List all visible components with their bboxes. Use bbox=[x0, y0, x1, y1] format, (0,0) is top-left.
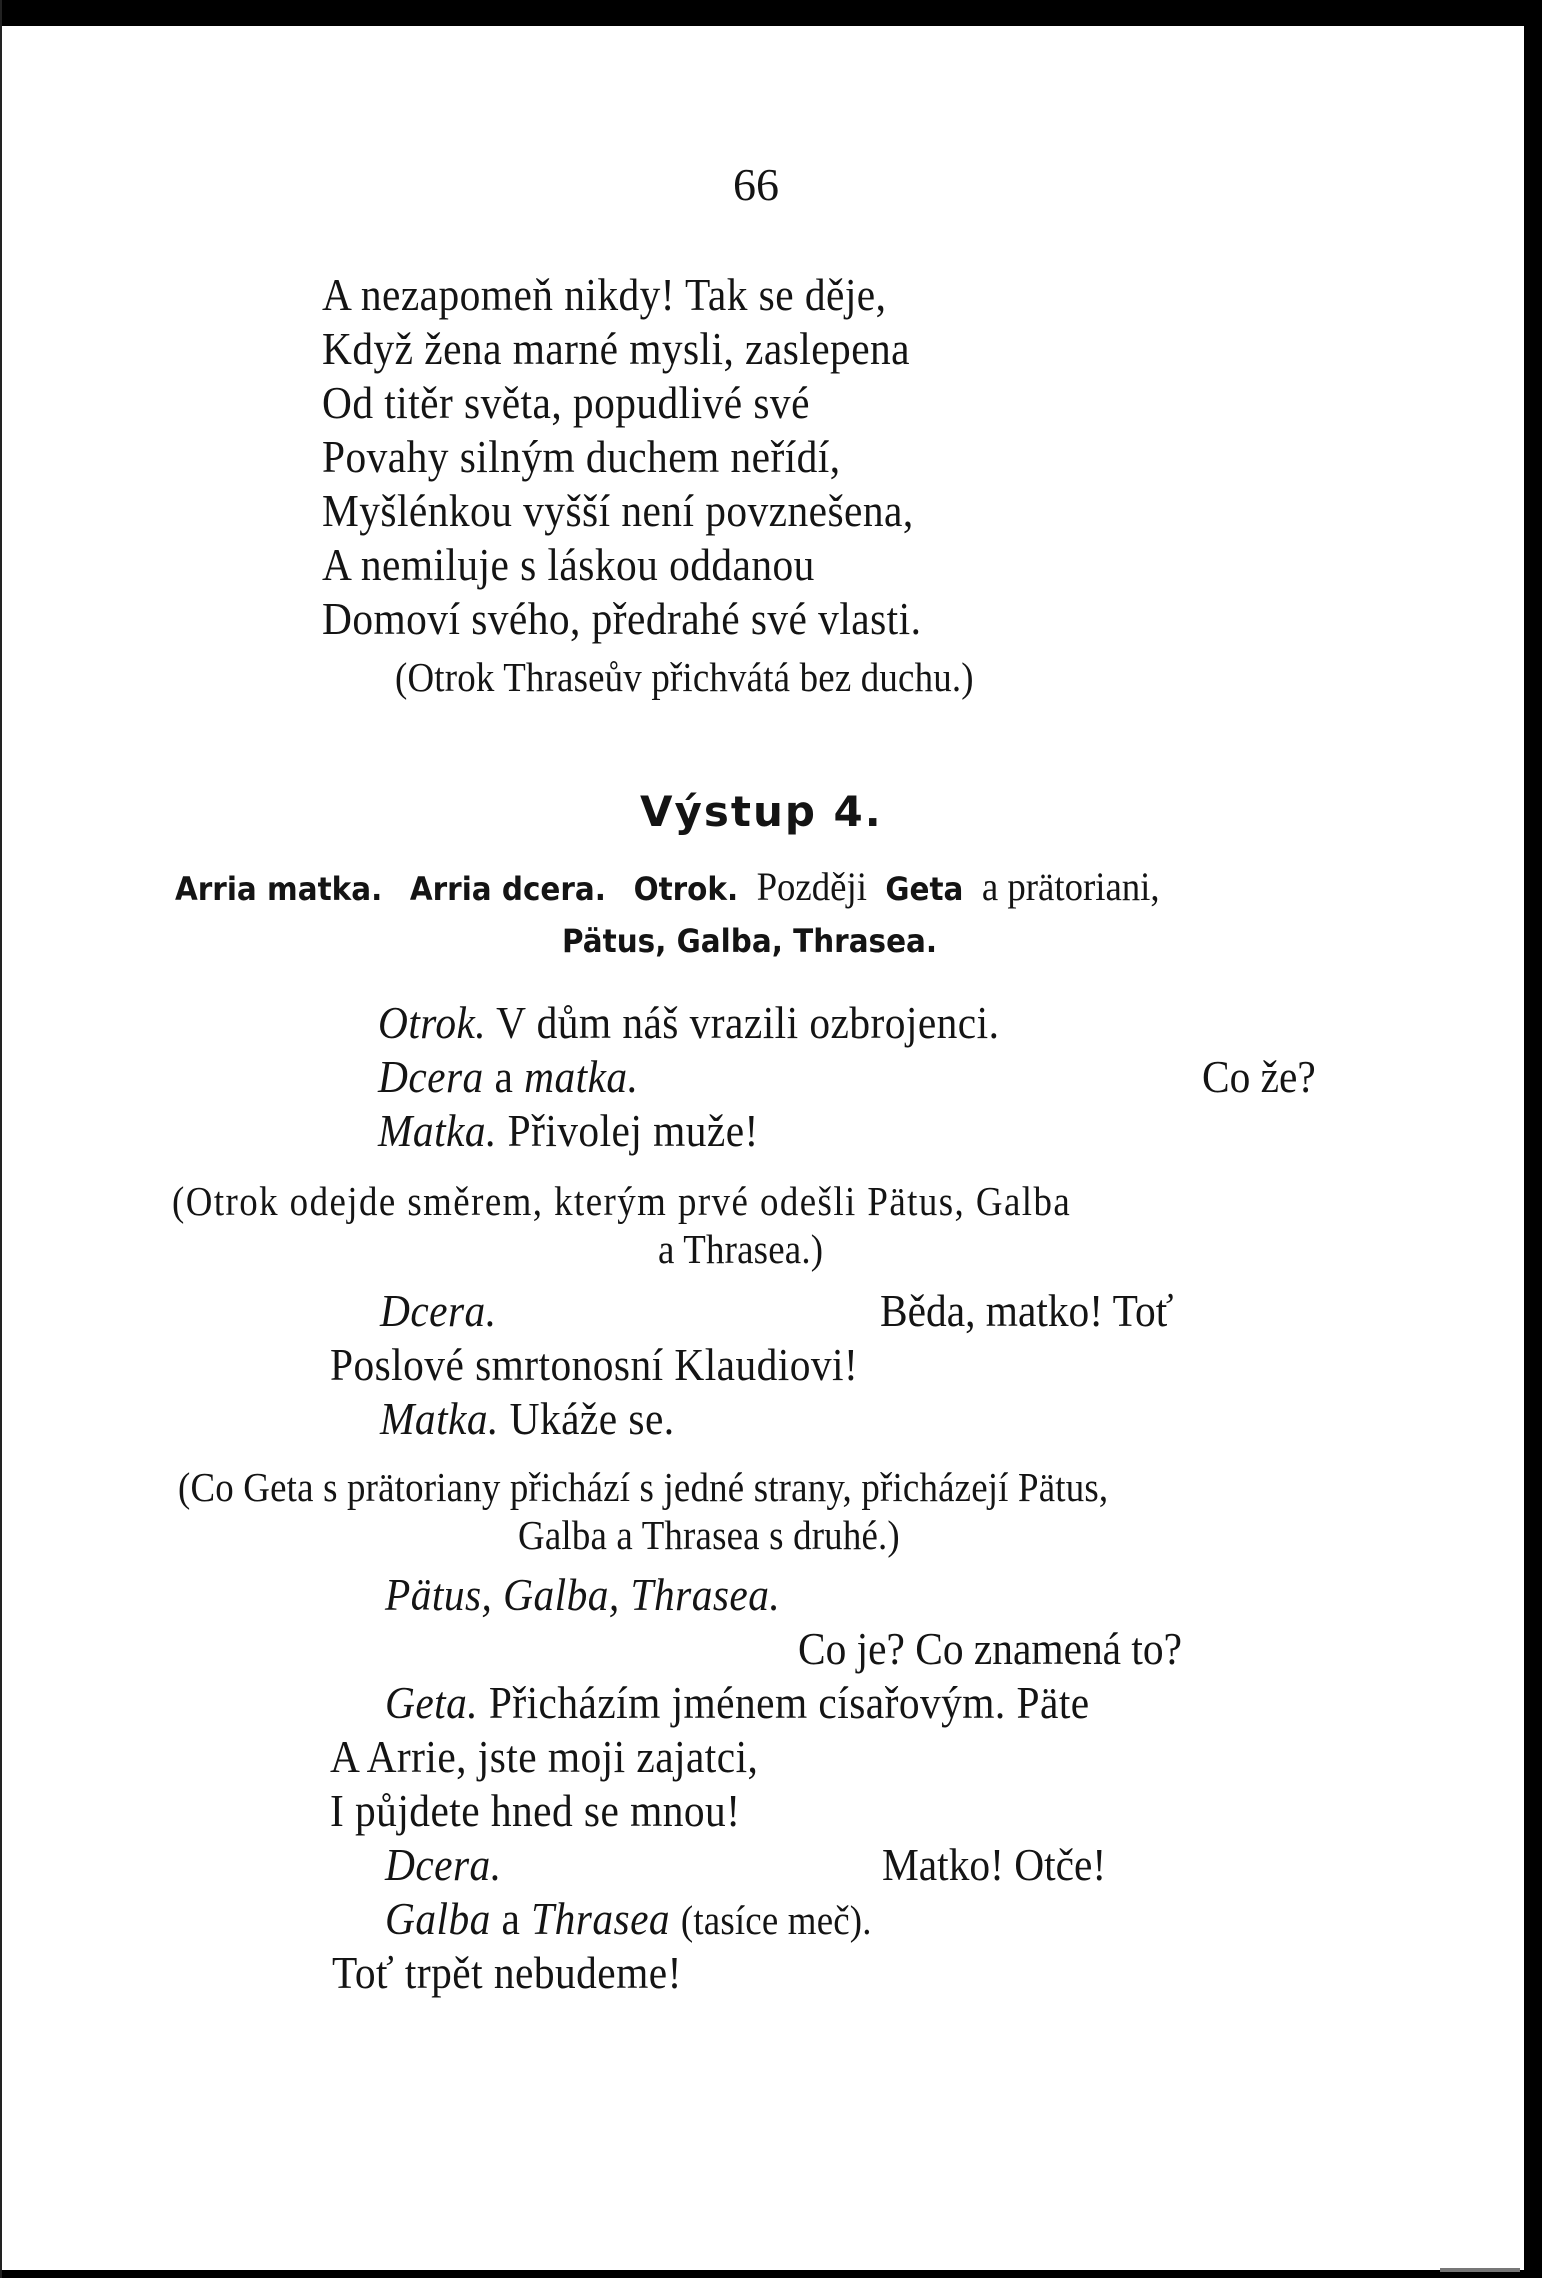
scan-border-left bbox=[0, 0, 2, 2278]
speaker-name: matka. bbox=[524, 1051, 639, 1102]
stage-direction: (Co Geta s prätoriany přichází s jedné strany, přicházejí Pätus, bbox=[178, 1464, 1109, 1510]
speech-text: Matko! Otče! bbox=[882, 1839, 1107, 1890]
stage-direction: (tasíce meč). bbox=[680, 1897, 872, 1943]
speech-text: Co že? bbox=[1202, 1051, 1316, 1102]
speaker-name: Pätus, bbox=[385, 1569, 493, 1620]
dialogue-line bbox=[385, 1568, 780, 1622]
stage-direction: Galba a Thrasea s druhé.) bbox=[518, 1512, 900, 1558]
verse-line: Povahy silným duchem neřídí, bbox=[322, 431, 841, 482]
cast-praetorians: a prätoriani, bbox=[981, 864, 1160, 909]
dialogue-line bbox=[378, 1104, 759, 1158]
speech-text: V dům náš vrazili ozbrojenci. bbox=[496, 997, 1000, 1048]
verse-line: Toť trpět nebudeme! bbox=[332, 1947, 682, 1998]
speech-text: Běda, matko! Toť bbox=[880, 1285, 1174, 1336]
cast-arria-mother: Arria matka. bbox=[175, 870, 383, 908]
scan-border-bottom bbox=[0, 2270, 1542, 2278]
verse-line: A Arrie, jste moji zajatci, bbox=[330, 1731, 759, 1782]
speaker-name: Galba bbox=[385, 1893, 491, 1944]
dialogue-line bbox=[385, 1892, 872, 1947]
speech-text: Přivolej muže! bbox=[507, 1105, 759, 1156]
scene-title: Výstup 4. bbox=[640, 787, 883, 836]
cast-arria-daughter: Arria dcera. bbox=[409, 870, 606, 908]
verse-line: Když žena marné mysli, zaslepena bbox=[322, 323, 911, 374]
stage-direction: a Thrasea.) bbox=[658, 1226, 824, 1272]
dialogue-line bbox=[380, 1392, 675, 1446]
verse-line: A nezapomeň nikdy! Tak se děje, bbox=[322, 269, 887, 320]
speaker-name: Otrok. bbox=[378, 997, 487, 1048]
speaker-name: Matka. bbox=[378, 1105, 497, 1156]
speaker-name: Dcera. bbox=[380, 1285, 497, 1336]
cast-slave: Otrok. bbox=[633, 870, 739, 908]
page-number: 66 bbox=[733, 159, 779, 210]
speaker-name: Dcera. bbox=[385, 1839, 502, 1890]
speaker-name: Matka. bbox=[380, 1393, 499, 1444]
speaker-name: Geta. bbox=[385, 1677, 479, 1728]
dialogue-line bbox=[378, 1050, 638, 1104]
cast-list-line-1 bbox=[175, 862, 1160, 914]
dialogue-line bbox=[380, 1284, 497, 1338]
speaker-name: Thrasea bbox=[531, 1893, 671, 1944]
dialogue-line bbox=[378, 996, 999, 1050]
conjunction: a bbox=[501, 1893, 521, 1944]
cast-list-line-2 bbox=[562, 914, 937, 966]
cast-others: Pätus, Galba, Thrasea. bbox=[562, 922, 938, 960]
stage-direction: (Otrok Thraseův přichvátá bez duchu.) bbox=[395, 654, 974, 700]
dialogue-line bbox=[385, 1838, 502, 1892]
speech-text: Ukáže se. bbox=[509, 1393, 675, 1444]
cast-later: Později bbox=[756, 864, 867, 909]
verse-line: Myšlénkou vyšší není povznešena, bbox=[322, 485, 914, 536]
scan-edge-mark bbox=[1440, 2268, 1520, 2272]
verse-line: I půjdete hned se mnou! bbox=[330, 1785, 741, 1836]
scan-border-right bbox=[1524, 0, 1542, 2278]
scan-border-top bbox=[0, 0, 1542, 26]
speaker-name: Galba, bbox=[503, 1569, 620, 1620]
stage-direction: (Otrok odejde směrem, kterým prvé odešli Pätus, Galba bbox=[172, 1178, 1072, 1224]
cast-geta: Geta bbox=[885, 870, 964, 908]
speaker-name: Thrasea. bbox=[630, 1569, 781, 1620]
conjunction: a bbox=[494, 1051, 514, 1102]
verse-line: Domoví svého, předrahé své vlasti. bbox=[322, 593, 922, 644]
speech-text: Přicházím jménem císařovým. Päte bbox=[488, 1677, 1090, 1728]
speaker-name: Dcera bbox=[378, 1051, 484, 1102]
speech-text: Co je? Co znamená to? bbox=[798, 1623, 1182, 1674]
verse-line: Poslové smrtonosní Klaudiovi! bbox=[330, 1339, 859, 1390]
verse-line: Od titěr světa, popudlivé své bbox=[322, 377, 810, 428]
verse-line: A nemiluje s láskou oddanou bbox=[322, 539, 815, 590]
dialogue-line bbox=[385, 1676, 1090, 1730]
